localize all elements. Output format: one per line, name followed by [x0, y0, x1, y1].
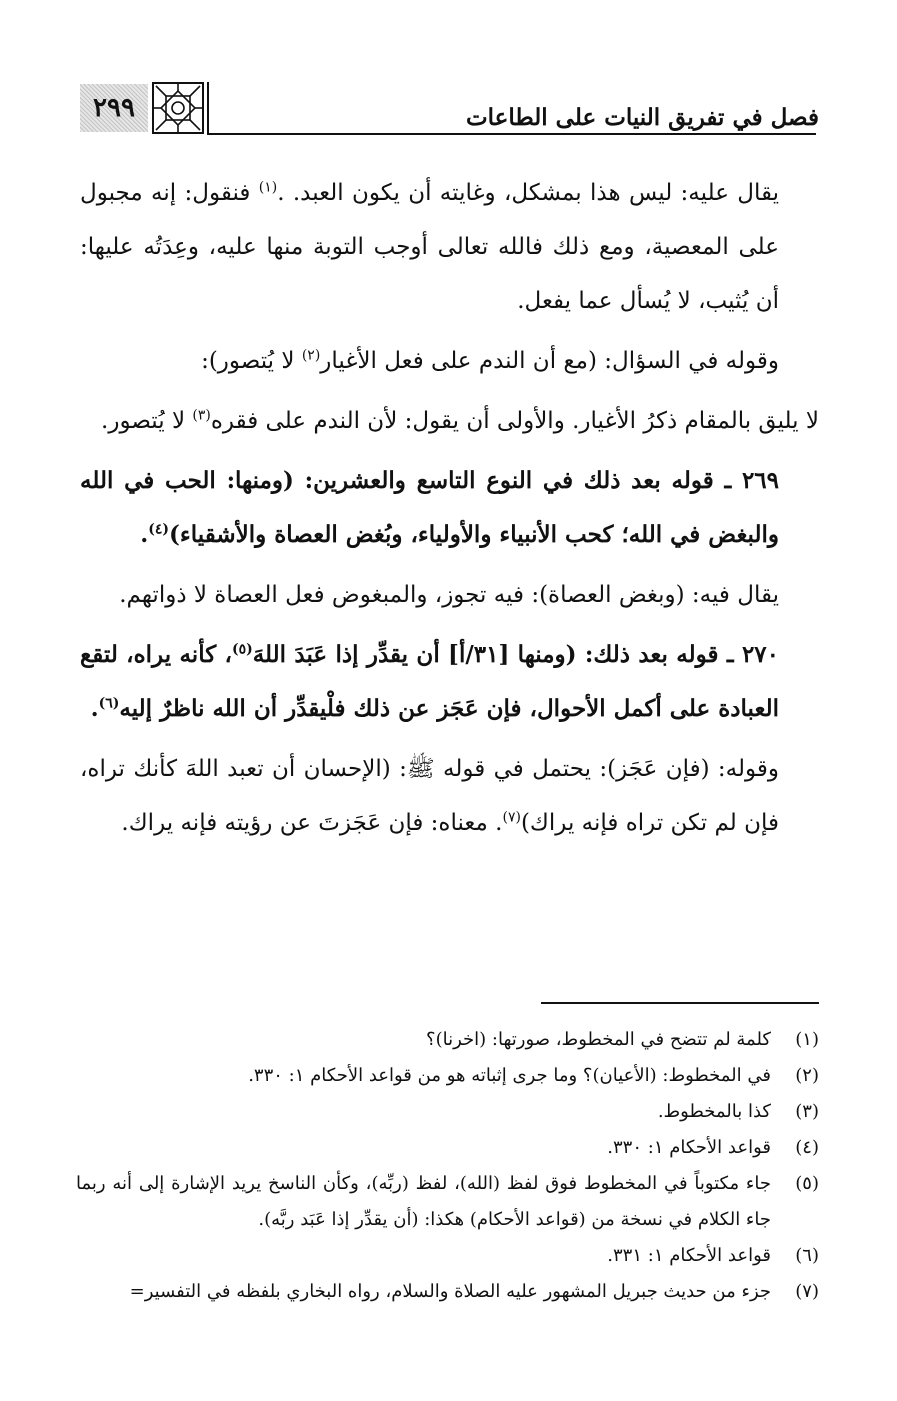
footnote	[76, 1166, 819, 1238]
paragraph	[80, 334, 819, 388]
footnote-number: (٣)	[795, 1101, 819, 1122]
text-run: وقوله في السؤال: (مع أن الندم على فعل الأغيار	[320, 348, 779, 374]
footnote-ref: (٧)	[502, 809, 521, 826]
footnote-text: قواعد الأحكام ١: ٣٣٠.	[607, 1137, 771, 1158]
running-title: فصل في تفريق النيات على الطاعات	[466, 104, 819, 131]
text-run: ٢٧٠ ـ قوله بعد ذلك: (ومنها [٣١/أ] أن يقدِّر إذا عَبَدَ اللهَ	[252, 641, 779, 668]
paragraph	[80, 166, 819, 328]
ornament-icon	[152, 82, 204, 134]
footnote-separator	[541, 1002, 819, 1004]
footnote-text: قواعد الأحكام ١: ٣٣١.	[607, 1245, 771, 1266]
text-run: لا يُتصور):	[201, 348, 302, 374]
numbered-entry-269	[80, 454, 819, 562]
footnote	[76, 1274, 819, 1310]
header-rule	[207, 133, 816, 135]
footnote-ref: (٢)	[301, 347, 321, 364]
footnote-text: جاء مكتوباً في المخطوط فوق لفظ (الله)، لفظ (ربِّه)، وكأن الناسخ يريد الإشارة إلى أنه ربما جاء الكلام في نسخة من (قواعد الأحكام) هكذا: (أن يقدِّر إذا عَبَد ربَّه).	[76, 1173, 772, 1230]
footnote-number: (٥)	[795, 1173, 819, 1194]
footnote	[76, 1130, 819, 1166]
paragraph	[80, 742, 819, 850]
text-run: .	[90, 695, 99, 722]
text-run: ٢٦٩ ـ قوله بعد ذلك في النوع التاسع والعشرين: (ومنها: الحب في الله والبغض في الله؛ كحب الأنبياء والأولياء، وبُغض العصاة والأشقياء)	[80, 467, 779, 548]
footnote	[76, 1058, 819, 1094]
text-run: وقوله: (فإن عَجَز): يحتمل في قوله ﷺ: (الإحسان أن تعبد اللهَ كأنك تراه، فإن لم تكن تراه فإنه يراك)	[80, 756, 779, 836]
footnote-text: كلمة لم تتضح في المخطوط، صورتها: (اخرنا)؟	[426, 1029, 771, 1050]
paragraph	[80, 568, 819, 622]
footnote-number: (٢)	[795, 1065, 819, 1086]
text-run: .	[140, 521, 149, 548]
footnote-number: (٧)	[795, 1281, 819, 1302]
footnote-ref: (٦)	[98, 695, 120, 712]
text-run: . معناه: فإن عَجَزتَ عن رؤيته فإنه يراك.	[121, 810, 503, 836]
page-number	[80, 84, 148, 132]
footnote	[76, 1094, 819, 1130]
footnote-text: جزء من حديث جبريل المشهور عليه الصلاة والسلام، رواه البخاري بلفظه في التفسير=	[129, 1281, 771, 1302]
footnote-text: كذا بالمخطوط.	[657, 1101, 771, 1122]
main-text	[80, 166, 819, 850]
text-run: لا يُتصور.	[101, 408, 193, 434]
footnote-ref: (٤)	[148, 521, 170, 538]
page-number-text: ٢٩٩	[93, 93, 135, 123]
footnote-ref: (١)	[258, 179, 278, 196]
text-run: يقال عليه: ليس هذا بمشكل، وغايته أن يكون العبد. .	[277, 180, 780, 206]
paragraph	[80, 394, 819, 448]
footnote	[76, 1022, 819, 1058]
header-divider	[207, 82, 209, 134]
numbered-entry-270	[80, 628, 819, 736]
footnote-text: في المخطوط: (الأعيان)؟ وما جرى إثباته هو من قواعد الأحكام ١: ٣٣٠.	[248, 1065, 771, 1086]
footnote-number: (١)	[795, 1029, 819, 1050]
footnote	[76, 1238, 819, 1274]
text-run: يقال فيه: (وبغض العصاة): فيه تجوز، والمبغوض فعل العصاة لا ذواتهم.	[119, 582, 779, 608]
footnote-ref: (٥)	[231, 641, 253, 658]
text-run: لا يليق بالمقام ذكرُ الأغيار. والأولى أن يقول: لأن الندم على فقره	[210, 408, 819, 434]
footnotes	[76, 1022, 819, 1310]
text-run: فنقول: إنه مجبول على المعصية، ومع ذلك فالله تعالى أوجب التوبة منها عليه، وعِدَتُه عليها: أن يُثيب، لا يُسأل عما يفعل.	[80, 180, 779, 314]
footnote-ref: (٣)	[192, 407, 211, 424]
footnote-number: (٤)	[795, 1137, 819, 1158]
text-run: ، كأنه يراه، لتقع العبادة على أكمل الأحوال، فإن عَجَز عن ذلك فلْيقدِّر أن الله ناظرٌ إليه	[80, 641, 779, 722]
footnote-number: (٦)	[795, 1245, 819, 1266]
